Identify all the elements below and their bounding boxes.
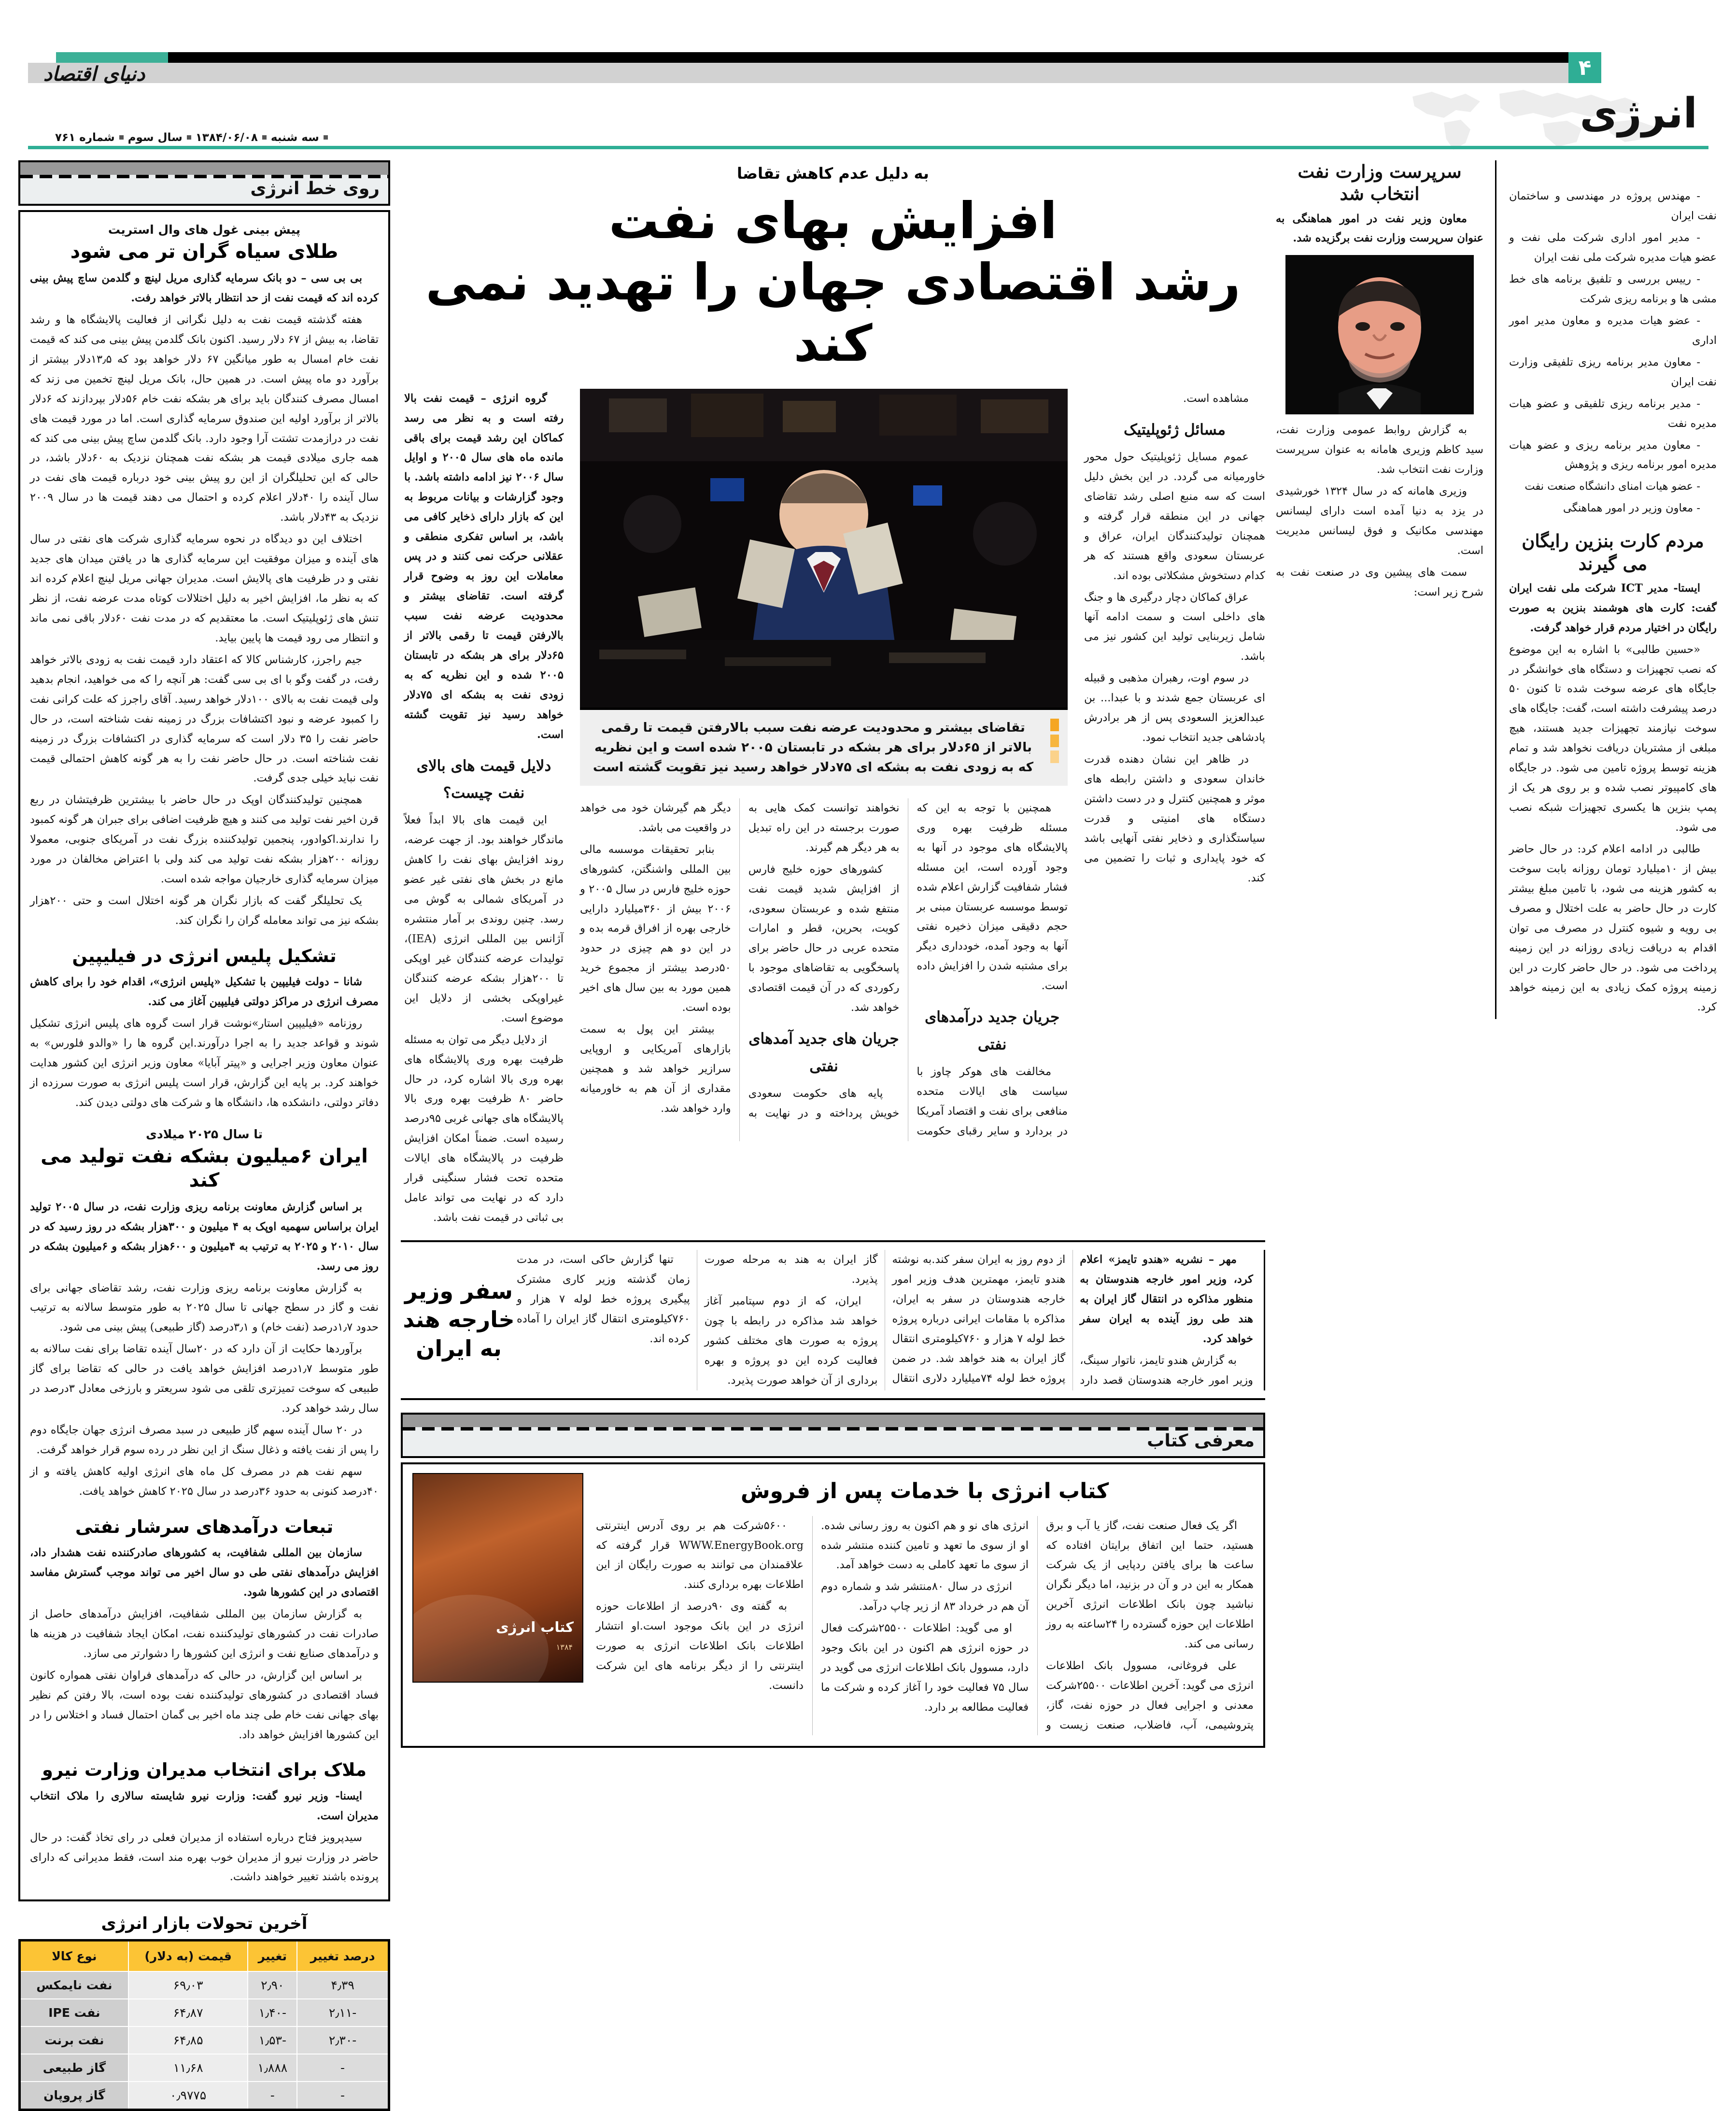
table-row [20,1999,389,2026]
cell-price: ۱۱٫۶۸ [128,2054,248,2082]
paragraph: گروه انرژی – قیمت نفت بالا رفته است و به نظر می رسد کماکان این رشد قیمت برای باقی مانده ماه های سال ۲۰۰۵ و اوایل سال ۲۰۰۶ نیز ادامه داشته باشد. با وجود گزارشات و بیانات مربوط به این که بازار دارای ذخایر کافی می باشد، بر اساس تفکری منطقی و عقلانی حرکت نمی کنند و در پس معاملات این روز به وضوح قرار گرفته است. تقاضای بیشتر و محدودیت عرضه نفت سبب بالارفتن قیمت تا رقمی بالاتر از ۶۵دلار برای هر بشکه در تابستان ۲۰۰۵ شده و این نظریه که به زودی نفت به بشکه ای ۷۵دلار خواهد رسید نیز تقویت گشته است. [404,392,564,741]
paragraph: تنها گزارش حاکی است، در مدت زمان گذشته وزیر کاری مشترک پیگیری پروژه خط لوله ۷ هزار و ۷۶۰کیلومتری انتقال گاز ایران را آماده کرده اند. [517,1253,690,1345]
book-section-label: معرفی کتاب [1147,1431,1255,1451]
paragraph: عراق کماکان دچار درگیری ها و جنگ های داخلی است و سمت ادامه آنها شامل زیربنایی تولید این کشور نیز می باشد. [1084,591,1265,663]
paragraph: مشاهده است. [1183,392,1249,405]
th-change: تغییر [248,1941,297,1972]
table-row [20,1971,389,1999]
dateline-date: ۱۳۸۴/۰۶/۰۸ [195,131,258,144]
cell-commodity: نفت IPE [20,1999,128,2026]
sidebar-panel [18,210,390,1901]
right-col-inner-right [1276,160,1496,1019]
paragraph: علی فروغانی، مسوول بانک اطلاعات انرژی می گوید: آخرین اطلاعات ۲۵۵۰۰شرکت معدنی و اجرایی فعال در حوزه نفت، گاز، پتروشیمی، آب، فاضلاب، صنعت زیست و انرژی های نو و هم اکنون به روز رسانی شده. او از سوی ما تعهد و تامین کننده منتشر شده از سوی ما تعهد کاملی به دست خواهد آمد. [821,1519,1254,1731]
main-body-3col [580,798,1068,1141]
portrait-illustration [1285,255,1474,414]
cell-commodity: گاز طبیعی [20,2054,128,2082]
gray-accent-strip [28,63,1568,83]
paragraph: انرژی در سال ۸۰منتشر شد و شماره دوم آن هم در خرداد ۸۳ از زیر چاپ درآمد. [821,1580,1029,1613]
sidebar-article3-headline: ایران ۶میلیون بشکه نفت تولید می کند [41,1145,368,1191]
sidebar-article1-headline: طلای سیاه گران تر می شود [70,241,339,263]
right-article2-headline: مردم کارت بنزین رایگان می گیرند [1522,530,1704,574]
paragraph: به گزارش معاونت برنامه ریزی وزارت نفت، رشد تقاضای جهانی برای نفت و گاز در سطح جهانی تا سال ۲۰۲۵ به طور متوسط سالانه به ترتیب حدود ۱٫۷درصد (نفت خام) و ۳٫۱درصد (گاز طبیعی) پیش بینی می شود. [30,1281,379,1334]
main-sub-heading: جریان های جدید آمدهای نفتی [748,1030,899,1075]
sidebar-article1-body [30,269,379,931]
paragraph: - معاون مدیر برنامه ریزی و عضو هیات مدیره امور برنامه ریزی و پژوهش [1509,439,1717,471]
cell-commodity: نفت برنت [20,2026,128,2054]
cell-change: - [248,2082,297,2110]
page-number: ۴ [1568,52,1601,83]
cell-price: ۶۴٫۸۷ [128,1999,248,2026]
paragraph: طالبی در ادامه اعلام کرد: در حال حاضر بیش از ۱۰میلیارد تومان روزانه بابت سوخت به کشور هزینه می شود، با تامین مبلغ بیشتر کارت در حال حاضر به علت اختلال و مصرف بی رویه و شیوه کنترل در مصرف می توان اقدام به دریافت زیادی روزانه در این زمینه پرداخت می شود. در حال حاضر کارت در این زمینه پروژه کمک زیادی به این زمینه خواهد کرد. [1509,842,1717,1014]
cell-pct: ۴٫۳۹ [297,1971,389,1999]
minister-portrait-photo [1285,255,1474,414]
dateline [48,131,339,144]
paragraph: او می گوید: اطلاعات ۲۵۵۰۰شرکت فعال در حوزه انرژی هم اکنون در این بانک وجود دارد، مسوول بانک اطلاعات انرژی می گوید در سال ۷۵ فعالیت خود را آغاز کرده و شرکت ما فعالیت مطالعه بر دارد. [821,1622,1029,1714]
sidebar-section-header [18,160,390,206]
paragraph: بنابر تحقیقات موسسه مالی بین المللی واشنگتن، کشورهای حوزه خلیج فارس در سال ۲۰۰۵ و ۲۰۰۶ بیش از ۳۶۰میلیارد دارایی خارجی بهره از افراق قرمه بده و در این دو هم چیزی در حدود ۵۰درصد بیشتر از مجموع خرید همین مورد به بین سال های اخیر بوده است. [580,843,731,1014]
book-cover-title: کتاب انرژی [496,1618,574,1635]
main-right-subcolumn [404,389,564,1230]
cell-change: -۱٫۴۰ [248,1999,297,2026]
paragraph: - عضو هیات امنای دانشگاه صنعت نفت [1524,480,1700,493]
paragraph: - معاون مدیر برنامه ریزی تلفیقی وزارت نفت ایران [1509,355,1717,388]
sidebar-article2-body [30,972,379,1113]
photo-illustration [580,389,1068,708]
cell-pct: -۲٫۱۱ [297,1999,389,2026]
cell-commodity: نفت نایمکس [20,1971,128,1999]
sidebar-article3-kicker: تا سال ۲۰۲۵ میلادی [145,1127,263,1141]
right-col-inner-left [1509,160,1717,1019]
paragraph: «حسین طالبی» با اشاره به این موضوع که نصب تجهیزات و دستگاه های خوانشگر در جایگاه های عرضه سوخت شده تا کنون ۵۰ درصد پیشرفت داشته است، گفت: جایگاه های سوخت نیازمند تجهیزات جدید هستند، هیچ مبلغی از مشتریان دریافت نخواهد شد و تمام هزینه توسط پروژه تامین می شود. در جایگاه های کامپیوتر نصب شده و بر روی هر یک از پمپ بنزین ها یکسری تجهیزات شبکه نصب می شود. [1509,643,1717,834]
cell-commodity: گاز پروپان [20,2082,128,2110]
paragraph: ایسنا- وزیر نیرو گفت: وزارت نیرو شایسته سالاری را ملاک انتخاب مدیران است. [30,1789,379,1822]
green-accent-strip [56,52,168,63]
dateline-day: سه شنبه [270,131,319,144]
main-story-column [401,160,1265,1748]
cell-price: ۶۹٫۰۳ [128,1971,248,1999]
energy-market-table [18,1939,390,2111]
paragraph: در سوم اوت، رهبران مذهبی و قبیله ای عربستان جمع شدند و با عبدا... بن عبدالعزیز السعودی پس از هر برادرش پادشاهی جدید انتخاب نمود. [1084,672,1265,744]
paragraph: - عضو هیات مدیره و معاون مدیر امور اداری [1509,314,1717,347]
green-divider-rule [28,146,1708,149]
cell-pct: -۲٫۳۰ [297,2026,389,2054]
book-section-header [401,1413,1265,1458]
th-price: قیمت (به دلار) [128,1941,248,1972]
dateline-issue: شماره ۷۶۱ [55,131,115,144]
sidebar-article5-body [30,1786,379,1887]
india-visit-box [401,1240,1265,1400]
table-row [20,2082,389,2110]
table-row [20,2054,389,2082]
th-commodity: نوع کالا [20,1941,128,1972]
paragraph: روزنامه «فیلیپین استار»نوشت قرار است گروه های پلیس انرژی تشکیل شوند و قواعد جدید را به اجرا درآورند.این گروه ها را «والدو فلورس» به عنوان معاون وزیر اجرایی و «پیتر آبایا» معاون وزیر انرژی این کشور هدایت خواهند کرد. بر پایه این گزارش، قرار است پلیس انرژی به صورت سرزده از دفاتر دولتی، دانشکده ها، دانشگاه ها و شرکت های دولتی دیدن کند. [30,1017,379,1109]
sidebar-article4-body [30,1543,379,1744]
left-sidebar-column [18,160,390,2111]
trading-floor-photo [580,389,1068,708]
main-sub-heading: دلایل قیمت های بالای نفت چیست؟ [416,757,551,802]
cell-change: ۲٫۹۰ [248,1971,297,1999]
book-panel [401,1462,1265,1748]
sidebar-article2-headline: تشکیل پلیس انرژی در فیلیپین [72,945,337,966]
paragraph: - معاون وزیر در امور هماهنگی [1563,502,1700,515]
paragraph: شانا – دولت فیلیپین با تشکیل «پلیس انرژی»، اقدام خود را برای کاهش مصرف انرژی در مراکز دولتی فیلیپین آغاز می کند. [30,976,379,1008]
sidebar-article4-headline: تبعات درآمدهای سرشار نفتی [75,1516,334,1537]
paragraph: برآوردها حکایت از آن دارد که در ۲۰سال آینده تقاضا برای نفت سالانه به طور متوسط ۱٫۷درصد افزایش خواهد یافت در حالی که تقاضا برای گاز طبیعی که سوخت تمیزتری تلقی می شود سریعتر و بارزخی معادل ۳درصد در سال رشد خواهد کرد. [30,1343,379,1415]
paragraph: سیدپرویز فتاح درباره استفاده از مدیران فعلی در رای تخاذ گفت: در حال حاضر در وزارت نیرو از مدیران خوب بهره مند است، فقط مدیرانی که دارای پرونده باشند تغییر خواهند داشت. [30,1831,379,1884]
table-row [20,2026,389,2054]
paragraph: بر اساس گزارش معاونت برنامه ریزی وزارت نفت، در سال ۲۰۰۵ تولید ایران براساس سهمیه اوپک به ۴ میلیون و ۳۰۰هزار بشکه در روز رسید که در سال ۲۰۱۰ و ۲۰۲۵ به ترتیب به ۴میلیون و ۶۰۰هزار بشکه و ۶میلیون بشکه در روز می رسد. [30,1200,379,1273]
cell-pct: - [297,2082,389,2110]
caption-bar-icon [1050,719,1059,766]
cell-change: -۱٫۵۳ [248,2026,297,2054]
paragraph: - مدیر امور اداری شرکت ملی نفت و عضو هیات مدیره شرکت ملی نفت ایران [1509,231,1717,264]
book-headline: کتاب انرژی با خدمات پس از فروش [740,1478,1109,1503]
paragraph: همچنین تولیدکنندگان اوپک در حال حاضر با بیشترین ظرفیتشان در ربع قرن اخیر نفت تولید می کنند و هیچ ظرفیت اضافی برای جبران هر گونه کمبود را ندارند.اکوادور، پنجمین تولیدکننده بزرگ نفت در آمریکای جنوبی، معمولا روزانه ۲۰۰هزار بشکه نفت تولید می کند ولی با اعتراض مخالفان در مورد میزان سرمایه گذاری خارجیان مواجه شده است. [30,793,379,886]
sidebar-article3-body [30,1197,379,1502]
india-visit-body [517,1250,1265,1390]
newspaper-logo: دنیای اقتصاد [43,62,145,85]
cell-price: ۰٫۹۷۷۵ [128,2082,248,2110]
paragraph: در ظاهر این نشان دهنده قدرت خاندان سعودی و داشتن رابطه های موثر و همچنین کنترل و در دست داشتن دستگاه های امنیتی و قدرت سیاستگذاری و ذخایر نفتی آنهایی باشد که خود پایداری و ثبات را تضمین می کند. [1084,753,1265,884]
main-headline [401,190,1265,374]
cell-price: ۶۴٫۸۵ [128,2026,248,2054]
market-table-title: آخرین تحولات بازار انرژی [101,1914,308,1934]
main-sub-heading: مسائل ژئوپلیتیک [1124,421,1226,439]
paragraph: این قیمت های بالا ابداً فعلاً ماندگار خواهند بود. از جهت عرضه، روند افزایش بهای نفت را کاهش مانع در بخش های نفتی غیر عضو در آمریکای شمالی به گوش می رسد. چنین روندی بر آمار منتشره آژانس بین المللی انرژی (IEA)، تولیدات عرضه کنندگان غیر اوپکی تا ۲۰۰هزار بشکه عرضه کنندگان غیراوپکی بخشی از دلایل این موضوع است. [404,814,564,1024]
right-article1-headline: سرپرست وزارت نفت انتخاب شد [1298,161,1462,205]
sidebar-article1-kicker: پیش بینی غول های وال استریت [108,223,301,237]
main-kicker: به دلیل عدم کاهش تقاضا [737,164,929,183]
paragraph: ایران، که از دوم سپتامبر آغاز خواهد شد مذاکره در رابطه با چون پروژه به صورت های مختلف کشور فعالیت کرده این دو پروژه و بهره برداری از آن خواهد صورت پذیرد. [704,1294,878,1387]
paragraph: اختلاف این دو دیدگاه در نحوه سرمایه گذاری شرکت های نفتی در سال های آینده و میزان موفقیت این سرمایه گذاری ها در یافتن میدان های جدید نفتی و در ظرفیت های پالایش است. مدیران جهانی مریل لینچ اعلام کرده اند که به نظر ما، افزایش اخیر به دلیل اختلالات کوتاه مدت عرضه نفت، از نظر تنش های ژئوپلیتیک است. ما معتقدیم که در مدت نفت ۶۰دلار باقی نمی ماند و انتظار می رود قیمت ها پایین بیاید. [30,533,379,644]
right-sidebar-column [1275,160,1717,1019]
paragraph: ایستا- مدیر ICT شرکت ملی نفت ایران گفت: کارت های هوشمند بنزین به صورت رایگان در اختیار مردم قرار خواهد گرفت. [1509,581,1717,634]
caption-text: تقاضای بیشتر و محدودیت عرضه نفت سبب بالارفتن قیمت تا رقمی بالاتر از ۶۵دلار برای هر بشکه در تابستان ۲۰۰۵ شده است و این نظریه که به زودی نفت به بشکه ای ۷۵دلار خواهد رسید نیز تقویت گشته است [593,720,1034,775]
dateline-year: سال سوم [127,131,183,144]
paragraph: به گزارش روابط عمومی وزارت نفت، سید کاظم وزیری هامانه به عنوان سرپرست وزارت نفت انتخاب شد. [1276,424,1483,476]
india-visit-headline: سفر وزیر خارجه هند به ایران [403,1277,515,1362]
paragraph: از دلایل دیگر می توان به مسئله ظرفیت بهره وری پالایشگاه های بهره وری بالا اشاره کرد، در حال حاضر ۸۰ ظرفیت بهره وری بالا پالایشگاه های جهانی غربی ۹۵درصد رسیده است. ضمناً امکان افزایش ظرفیت در پالایشگاه های ایالات متحده تحت فشار سنگینی قرار دارد که در نهایت می تواند عامل بی ثباتی در قیمت نفت باشد. [404,1033,564,1224]
paragraph: یک تحلیلگر گفت که بازار نگران هر گونه اختلال است و حتی ۲۰۰هزار بشکه نیز می تواند معامله گران را نگران کند. [30,894,379,927]
photo-caption [580,708,1068,786]
paragraph: جیم راجرز، کارشناس کالا که اعتقاد دارد قیمت نفت به زودی بالاتر خواهد رفت، در گفت وگو با ای بی سی گفت: هر آنچه را که می خواهید، انجام بدهید ولی قیمت نفت به بالای ۱۰۰دلار خواهد رسید. آقای راجرز که علت کرانی نفت را کمبود عرضه و نبود اکتشافات بزرگ در زمینه نفت شناخته است، در حال حاضر نفت را ۳۵ دلار است که سرمایه گذاری در اکتشافات بزرگ در زمینه نفت شناخته است. در حال حاضر نفت را به هر گونه کاهش احتمالی قیمت نفت نباید خیلی جدی گرفت. [30,653,379,785]
paragraph: بی بی سی – دو بانک سرمایه گذاری مریل لینچ و گلدمن ساچ پیش بینی کرده اند که قیمت نفت از حد انتظار بالاتر خواهد رفت. [30,272,379,304]
top-masthead-bar [28,52,1708,81]
table-header-row [20,1941,389,1972]
paragraph: وزیری هامانه که در سال ۱۳۲۴ خورشیدی در یزد به دنیا آمده است دارای لیسانس مهندسی مکانیک و فوق لیسانس مدیریت است. [1276,485,1483,557]
black-accent-strip [168,52,1568,63]
paragraph: به گزارش سازمان بین المللی شفافیت، افزایش درآمدهای حاصل از صادرات نفت در کشورهای تولیدکننده نفت، امکان ایجاد شفافیت در هزینه ها و درآمدهای صنایع نفت و انرژی این کشورها را دشوارتر می سازد. [30,1607,379,1660]
paragraph: بر اساس این گزارش، در حالی که درآمدهای فراوان نفتی همواره کانون فساد اقتصادی در کشورهای تولیدکننده نفت بوده است، بالا رفتن کم نظیر بهای جهانی نفت خام طی چند ماه اخیر بی گمان احتمال فساد و اختلاس را در این کشورها افزایش خواهد داد. [30,1669,379,1741]
paragraph: کشورهای حوزه خلیج فارس از افزایش شدید قیمت نفت منتفع شده و عربستان سعودی، کویت، بحرین، قطر و امارات متحده عربی در حال حاضر برای پاسخگویی به تقاضاهای موجود با رکوردی که در آن قیمت اقتصادی خواهد شد. [748,863,900,1014]
paragraph: - مدیر برنامه ریزی تلفیقی و عضو هیات مدیره نفت [1509,397,1717,430]
paragraph: به گفته وی ۹۰درصد از اطلاعات حوزه انرژی در این بانک موجود است.او انتشار اطلاعات بانک اطلاعات انرژی به صورت اینترنتی را از دیگر برنامه های این شرکت دانست. [596,1600,804,1692]
section-title: انرژی [1580,89,1697,138]
india-visit-columns [517,1250,1253,1390]
cell-change: ۱٫۸۸۸ [248,2054,297,2082]
paragraph: در ۲۰ سال آینده سهم گاز طبیعی در سبد مصرف انرژی جهان جایگاه دوم را پس از نفت یافته و ذغال سنگ از این نظر در رده سوم قرار خواهد گرفت. [30,1424,379,1456]
paragraph: - رییس بررسی و تلفیق برنامه های خط مشی ها و برنامه ریزی شرکت [1509,273,1717,305]
paragraph: سهم نفت هم در مصرف کل ماه های انرژی اولیه کاهش یافته و از ۴۰درصد کنونی به حدود ۳۶درصد در سال ۲۰۲۵ کاهش خواهد یافت. [30,1465,379,1498]
paragraph: به گزارش هندو تایمز، ناتوار سینگ، وزیر امور خارجه هندوستان قصد دارد از دوم روز به ایران سفر کند.به نوشته هندو تایمز، مهمترین هدف وزیر امور خارجه هندوستان در سفر به ایران، مذاکره با مقامات ایرانی درباره پروژه خط لوله ۷ هزار و ۷۶۰کیلومتری انتقال گاز ایران به هند خواهد شد. در ضمن پروژه خط لوله ۷۴میلیارد دلاری انتقال گاز ایران به هند به مرحله صورت پذیرد. [704,1253,1253,1387]
paragraph: معاون وزیر نفت در امور هماهنگی به عنوان سرپرست وزارت نفت برگزیده شد. [1276,212,1483,245]
book-body [596,1516,1254,1735]
main-headline-line1: افزایش بهای نفت [608,191,1058,250]
book-cover-subtitle: ۱۳۸۴ [556,1642,573,1652]
paragraph: همچنین با توجه به این که مسئله ظرفیت بهره وری پالایشگاه های موجود در آنها به وجود آورده است، این مسئله فشار شفافیت گزارش اعلام شده توسط موسسه عربستان مبنی بر حجم دقیقی میزان ذخیره نفتی آنها به وجود آمده، خودداری دیگر برای مشتبه شدن را افزایش داده است. [917,801,1068,992]
paragraph: مخالفت های هوکر چاوز با سیاست های ایالات متحده منافعی برای نفت و اقتصاد آمریکا در بردارد و سایر رقبای حکومت نخواهند توانست کمک هایی به صورت برجسته در این راه تبدیل به هر دیگر هم گیرند. [748,801,1068,1137]
paragraph: بیشتر این پول به سمت بازارهای آمریکایی و اروپایی سرازیر خواهد شد و همچنین مقداری از آن هم به خاورمیانه وارد خواهد شد. [580,1023,731,1115]
sidebar-section-label: روی خط انرژی [250,179,380,198]
book-review-section [401,1413,1265,1748]
paragraph: - مهندس پروژه در مهندسی و ساختمان نفت ایران [1509,190,1717,223]
paragraph: عموم مسایل ژئوپلیتیک حول محور خاورمیانه می گردد. در این بخش دلیل است که سه منبع اصلی رشد تقاضای جهانی در این منطقه قرار گرفته و همچنان تولیدکنندگان ایران، عراق و عربستان سعودی واقع هستند که هر کدام دستخوش مشکلاتی بوده اند. [1084,450,1265,582]
paragraph: سازمان بین المللی شفافیت، به کشورهای صادرکننده نفت هشدار داد، افزایش درآمدهای نفتی طی دو سال اخیر می تواند موجب گسترش مفاسد اقتصادی در این کشورها شود. [30,1546,379,1599]
paragraph: هفته گذشته قیمت نفت به دلیل نگرانی از فعالیت پالایشگاه ها و رشد تقاضا، به بیش از ۶۷ دلار رسید. اکنون بانک گلدمن پیش بینی می کند که قیمت نفت خام امسال به طور میانگین ۶۷ دلار خواهد بود که ۱۳٫۵دلار بیشتر از برآورد دو ماه پیش است. در همین حال، بانک مریل لینچ تخمین می زند که امسال مصرف کنندگان باید برای هر بشکه نفت خام ۵۶دلار بپردازند که ۶دلار بالاتر از برآورد اولیه این صندوق سرمایه گذاری است. اما در مورد قیمت های نفت در درازمدت تشتت آرا وجود دارد. بانک گلدمن ساچ پیش بینی می کند که همه جاری میلادی قیمت هر بشکه نفت همچنان نزدیک به ۶۰دلار باشد، در حالی که این تحلیلگران از این رو پیش بینی خود درباره قیمت های نفت در سال آینده را ۴۰دلار اعلام کرده و احتمال می دهند قیمت ها در سال ۲۰۰۹ نزدیک به ۴۳دلار باشد. [30,313,379,524]
cell-pct: - [297,2054,389,2082]
sidebar-article5-headline: ملاک برای انتخاب مدیران وزارت نیرو [42,1759,367,1781]
main-left-subcolumn [1084,389,1265,1230]
th-pct-change: درصد تغییر [297,1941,389,1972]
paragraph: سمت های پیشین وی در صنعت نفت به شرح زیر است: [1276,566,1483,598]
paragraph: ۵۶۰۰شرکت هم بر روی آدرس اینترنتی WWW.EnergyBook.org قرار گرفته که علاقمندان می توانند به صورت رایگان از این اطلاعات بهره برداری کنند. [596,1519,804,1591]
paragraph: اگر یک فعال صنعت نفت، گاز یا آب و برق هستید، حتما این اتفاق برایتان افتاده که ساعت ها برای یافتن ردپایی از یک شرکت همکار به این در و آن در بزنید، اما دیگر نگران نباشید چون بانک اطلاعات انرژی آخرین اطلاعات این حوزه گسترده را ۲۴ساعته به روز رسانی می کند. [1046,1519,1254,1651]
paragraph: مهر – نشریه «هندو تایمز» اعلام کرد، وزیر امور خارجه هندوستان به منظور مذاکره در انتقال گاز ایران به هند طی روز آینده به ایران سفر خواهد کرد. [1080,1253,1253,1345]
main-sub-heading: جریان جدید درآمدهای نفتی [924,1008,1060,1053]
book-cover-image [412,1473,583,1735]
paragraph: پایه های حکومت سعودی خویش پرداخته و در نهایت به دیگر هم گیرشان خود می خواهد در واقعیت می باشد. [580,801,900,1119]
main-headline-line2: رشد اقتصادی جهان را تهدید نمی کند [425,252,1241,373]
